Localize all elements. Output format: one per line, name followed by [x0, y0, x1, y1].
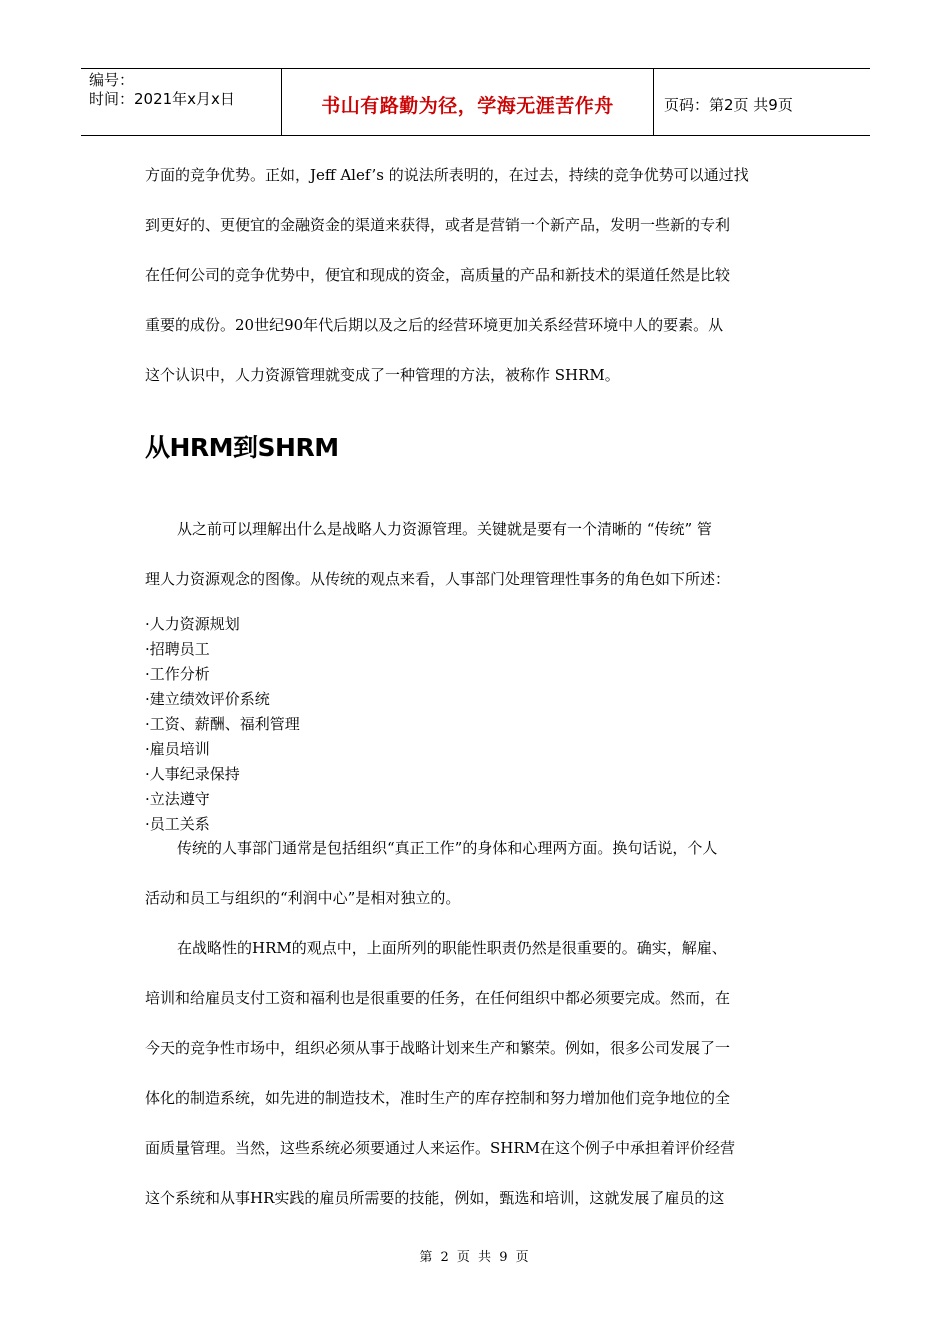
list-item: ·雇员培训: [145, 740, 210, 758]
header-page-code: 页码：第2页 共9页: [664, 95, 793, 114]
list-item: ·招聘员工: [145, 640, 210, 658]
header-meta-cell: [81, 69, 282, 135]
paragraph-line: 体化的制造系统，如先进的制造技术，准时生产的库存控制和努力增加他们竞争地位的全: [145, 1089, 731, 1107]
paragraph-line: 这个认识中，人力资源管理就变成了一种管理的方法，被称作 SHRM。: [145, 366, 620, 384]
header-page-cell: [654, 69, 870, 135]
list-item: ·建立绩效评价系统: [145, 690, 270, 708]
document-date-label: 时间：2021年x月x日: [89, 90, 235, 108]
paragraph-line: 到更好的、更便宜的金融资金的渠道来获得，或者是营销一个新产品，发明一些新的专利: [145, 216, 731, 234]
list-item: ·立法遵守: [145, 790, 210, 808]
page-header: [81, 68, 870, 136]
paragraph-line: 传统的人事部门通常是包括组织“真正工作”的身体和心理两方面。换句话说，个人: [177, 839, 718, 857]
list-item: ·工作分析: [145, 665, 210, 683]
body-section: [145, 823, 805, 1223]
page-footer: 第 2 页 共 9 页: [419, 1250, 531, 1265]
header-motto-cell: [282, 69, 654, 135]
header-motto: 书山有路勤为径，学海无涯苦作舟: [321, 94, 614, 117]
intro-section: [145, 504, 805, 837]
paragraph-line: 理人力资源观念的图像。从传统的观点来看，人事部门处理管理性事务的角色如下所述：: [145, 570, 731, 588]
paragraph-line: 在战略性的HRM的观点中，上面所列的职能性职责仍然是很重要的。确实，解雇、: [177, 939, 727, 957]
paragraph-line: 活动和员工与组织的“利润中心”是相对独立的。: [145, 889, 461, 907]
section-heading: 从HRM到SHRM: [145, 433, 339, 462]
list-item: ·人力资源规划: [145, 615, 240, 633]
top-paragraph: [145, 150, 805, 400]
document-number-label: 编号：: [89, 71, 135, 89]
paragraph-line: 今天的竞争性市场中，组织必须从事于战略计划来生产和繁荣。例如，很多公司发展了一: [145, 1039, 731, 1057]
paragraph-line: 面质量管理。当然，这些系统必须要通过人来运作。SHRM在这个例子中承担着评价经营: [145, 1139, 736, 1157]
paragraph-line: 重要的成份。20世纪90年代后期以及之后的经营环境更加关系经营环境中人的要素。从: [145, 316, 724, 334]
paragraph-line: 方面的竞争优势。正如，Jeff Alef’s 的说法所表明的，在过去，持续的竞争优势可以通过找: [145, 166, 749, 184]
list-item: ·工资、薪酬、福利管理: [145, 715, 300, 733]
list-item: ·员工关系: [145, 815, 210, 833]
list-item: ·人事纪录保持: [145, 765, 240, 783]
paragraph-line: 培训和给雇员支付工资和福利也是很重要的任务，在任何组织中都必须要完成。然而，在: [145, 989, 731, 1007]
paragraph-line: 从之前可以理解出什么是战略人力资源管理。关键就是要有一个清晰的 “传统” 管: [177, 520, 712, 538]
paragraph-line: 这个系统和从事HR实践的雇员所需要的技能，例如，甄选和培训，这就发展了雇员的这: [145, 1189, 725, 1207]
paragraph-line: 在任何公司的竞争优势中，便宜和现成的资金，高质量的产品和新技术的渠道任然是比较: [145, 266, 731, 284]
role-list: [145, 612, 805, 837]
